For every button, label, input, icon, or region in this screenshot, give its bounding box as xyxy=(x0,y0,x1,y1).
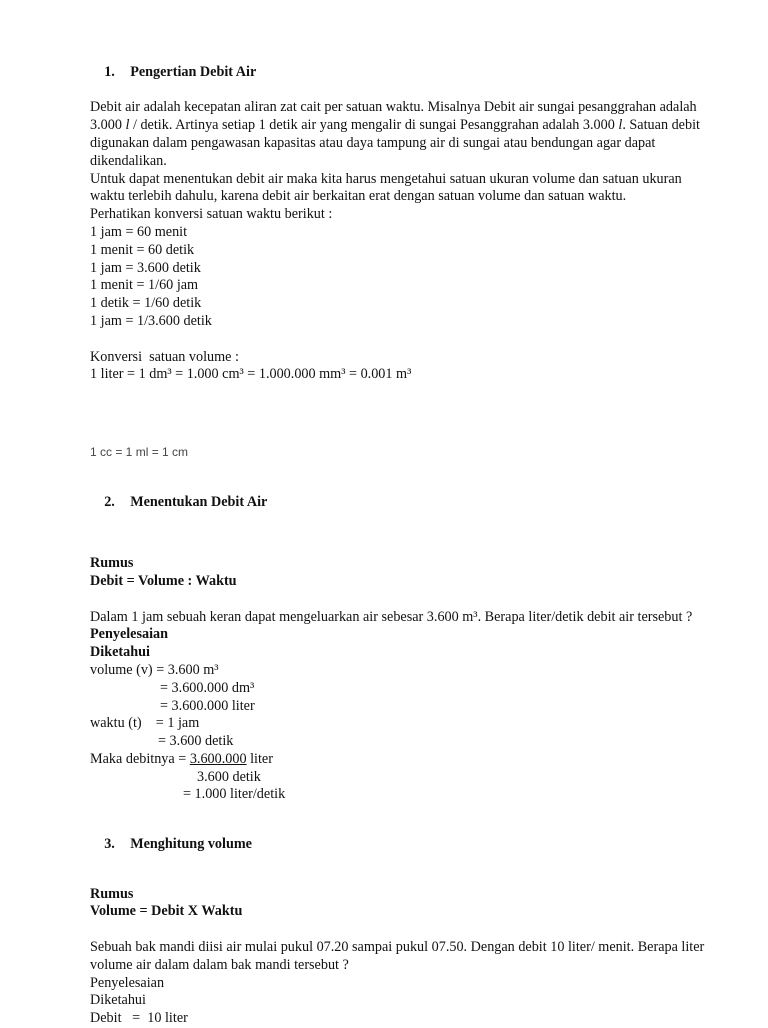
liter-symbol: l xyxy=(125,117,130,134)
time-conversion-item: 1 detik = 1/60 detik xyxy=(90,295,202,312)
cc-conversion-line: 1 cc = 1 ml = 1 cm xyxy=(90,445,189,460)
liter-symbol: l xyxy=(618,117,623,134)
text-run: Maka debitnya = xyxy=(90,750,190,767)
text-run: . Satuan debit digunakan dalam pengawasan kapasitas atau daya tampung air di sungai atau bendungan agar dapat dikendalikan. xyxy=(90,117,700,169)
section-number: 1. xyxy=(104,63,115,80)
section-3-heading xyxy=(90,818,710,871)
paragraph-units: Untuk dapat menentukan debit air maka kita harus mengetahui satuan ukuran volume dan satuan ukuran waktu terlebih dahulu, karena debit air berkaitan erat dengan satuan volume dan satuan waktu. xyxy=(90,170,682,205)
time-conversion-item: 1 menit = 60 detik xyxy=(90,241,195,258)
time-step: waktu (t) = 1 jam xyxy=(90,715,200,732)
volume-conversion-title: Konversi satuan volume : xyxy=(90,348,239,365)
problem-text: Dalam 1 jam sebuah keran dapat mengeluarkan air sebesar 3.600 m³. Berapa liter/detik debit air tersebut ? xyxy=(90,608,693,625)
section-number: 2. xyxy=(104,493,115,510)
section-1-heading xyxy=(90,46,710,99)
solution-label: Penyelesaian xyxy=(90,626,169,643)
numerator: 3.600.000 xyxy=(189,750,247,767)
known-label: Diketahui xyxy=(90,992,146,1009)
debit-step: Debit = 10 liter xyxy=(90,1010,188,1027)
section-title: Menghitung volume xyxy=(130,836,252,853)
time-step: = 3.600 detik xyxy=(158,733,234,750)
section-2-heading xyxy=(90,476,710,529)
document-page xyxy=(90,46,710,1028)
section-number: 3. xyxy=(104,836,115,853)
text-run: Debit air adalah kecepatan aliran zat cait per satuan waktu. Misalnya Debit air sungai pesanggrahan adalah 3.000 xyxy=(90,99,697,134)
volume-step: = 3.600.000 liter xyxy=(160,697,255,714)
time-conversion-item: 1 jam = 3.600 detik xyxy=(90,259,201,276)
section-title: Menentukan Debit Air xyxy=(130,493,268,510)
rumus-label: Rumus xyxy=(90,885,134,902)
paragraph-time-intro: Perhatikan konversi satuan waktu berikut : xyxy=(90,206,333,223)
formula-volume: Volume = Debit X Waktu xyxy=(90,903,243,920)
volume-step: volume (v) = 3.600 m³ xyxy=(90,661,219,678)
section-title: Pengertian Debit Air xyxy=(130,63,257,80)
rumus-label: Rumus xyxy=(90,555,134,572)
volume-conversion-line: 1 liter = 1 dm³ = 1.000 cm³ = 1.000.000 mm³ = 0.001 m³ xyxy=(90,366,412,383)
time-conversion-item: 1 menit = 1/60 jam xyxy=(90,277,199,294)
time-conversion-item: 1 jam = 1/3.600 detik xyxy=(90,312,212,329)
text-run: / detik. Artinya setiap 1 detik air yang mengalir di sungai Pesanggrahan adalah 3.000 xyxy=(129,117,619,134)
paragraph-definition xyxy=(90,99,710,170)
time-conversion-item: 1 jam = 60 menit xyxy=(90,223,188,240)
result-value: = 1.000 liter/detik xyxy=(183,786,286,803)
formula-debit: Debit = Volume : Waktu xyxy=(90,572,237,589)
known-label: Diketahui xyxy=(90,644,150,661)
problem-text: Sebuah bak mandi diisi air mulai pukul 07.20 sampai pukul 07.50. Dengan debit 10 liter/ menit. Berapa liter volume air dalam dalam bak mandi tersebut ? xyxy=(90,939,705,973)
result-step xyxy=(90,751,710,769)
solution-label: Penyelesaian xyxy=(90,974,165,991)
denominator: 3.600 detik xyxy=(197,768,261,785)
volume-step: = 3.600.000 dm³ xyxy=(160,679,255,696)
text-run: liter xyxy=(246,750,273,767)
